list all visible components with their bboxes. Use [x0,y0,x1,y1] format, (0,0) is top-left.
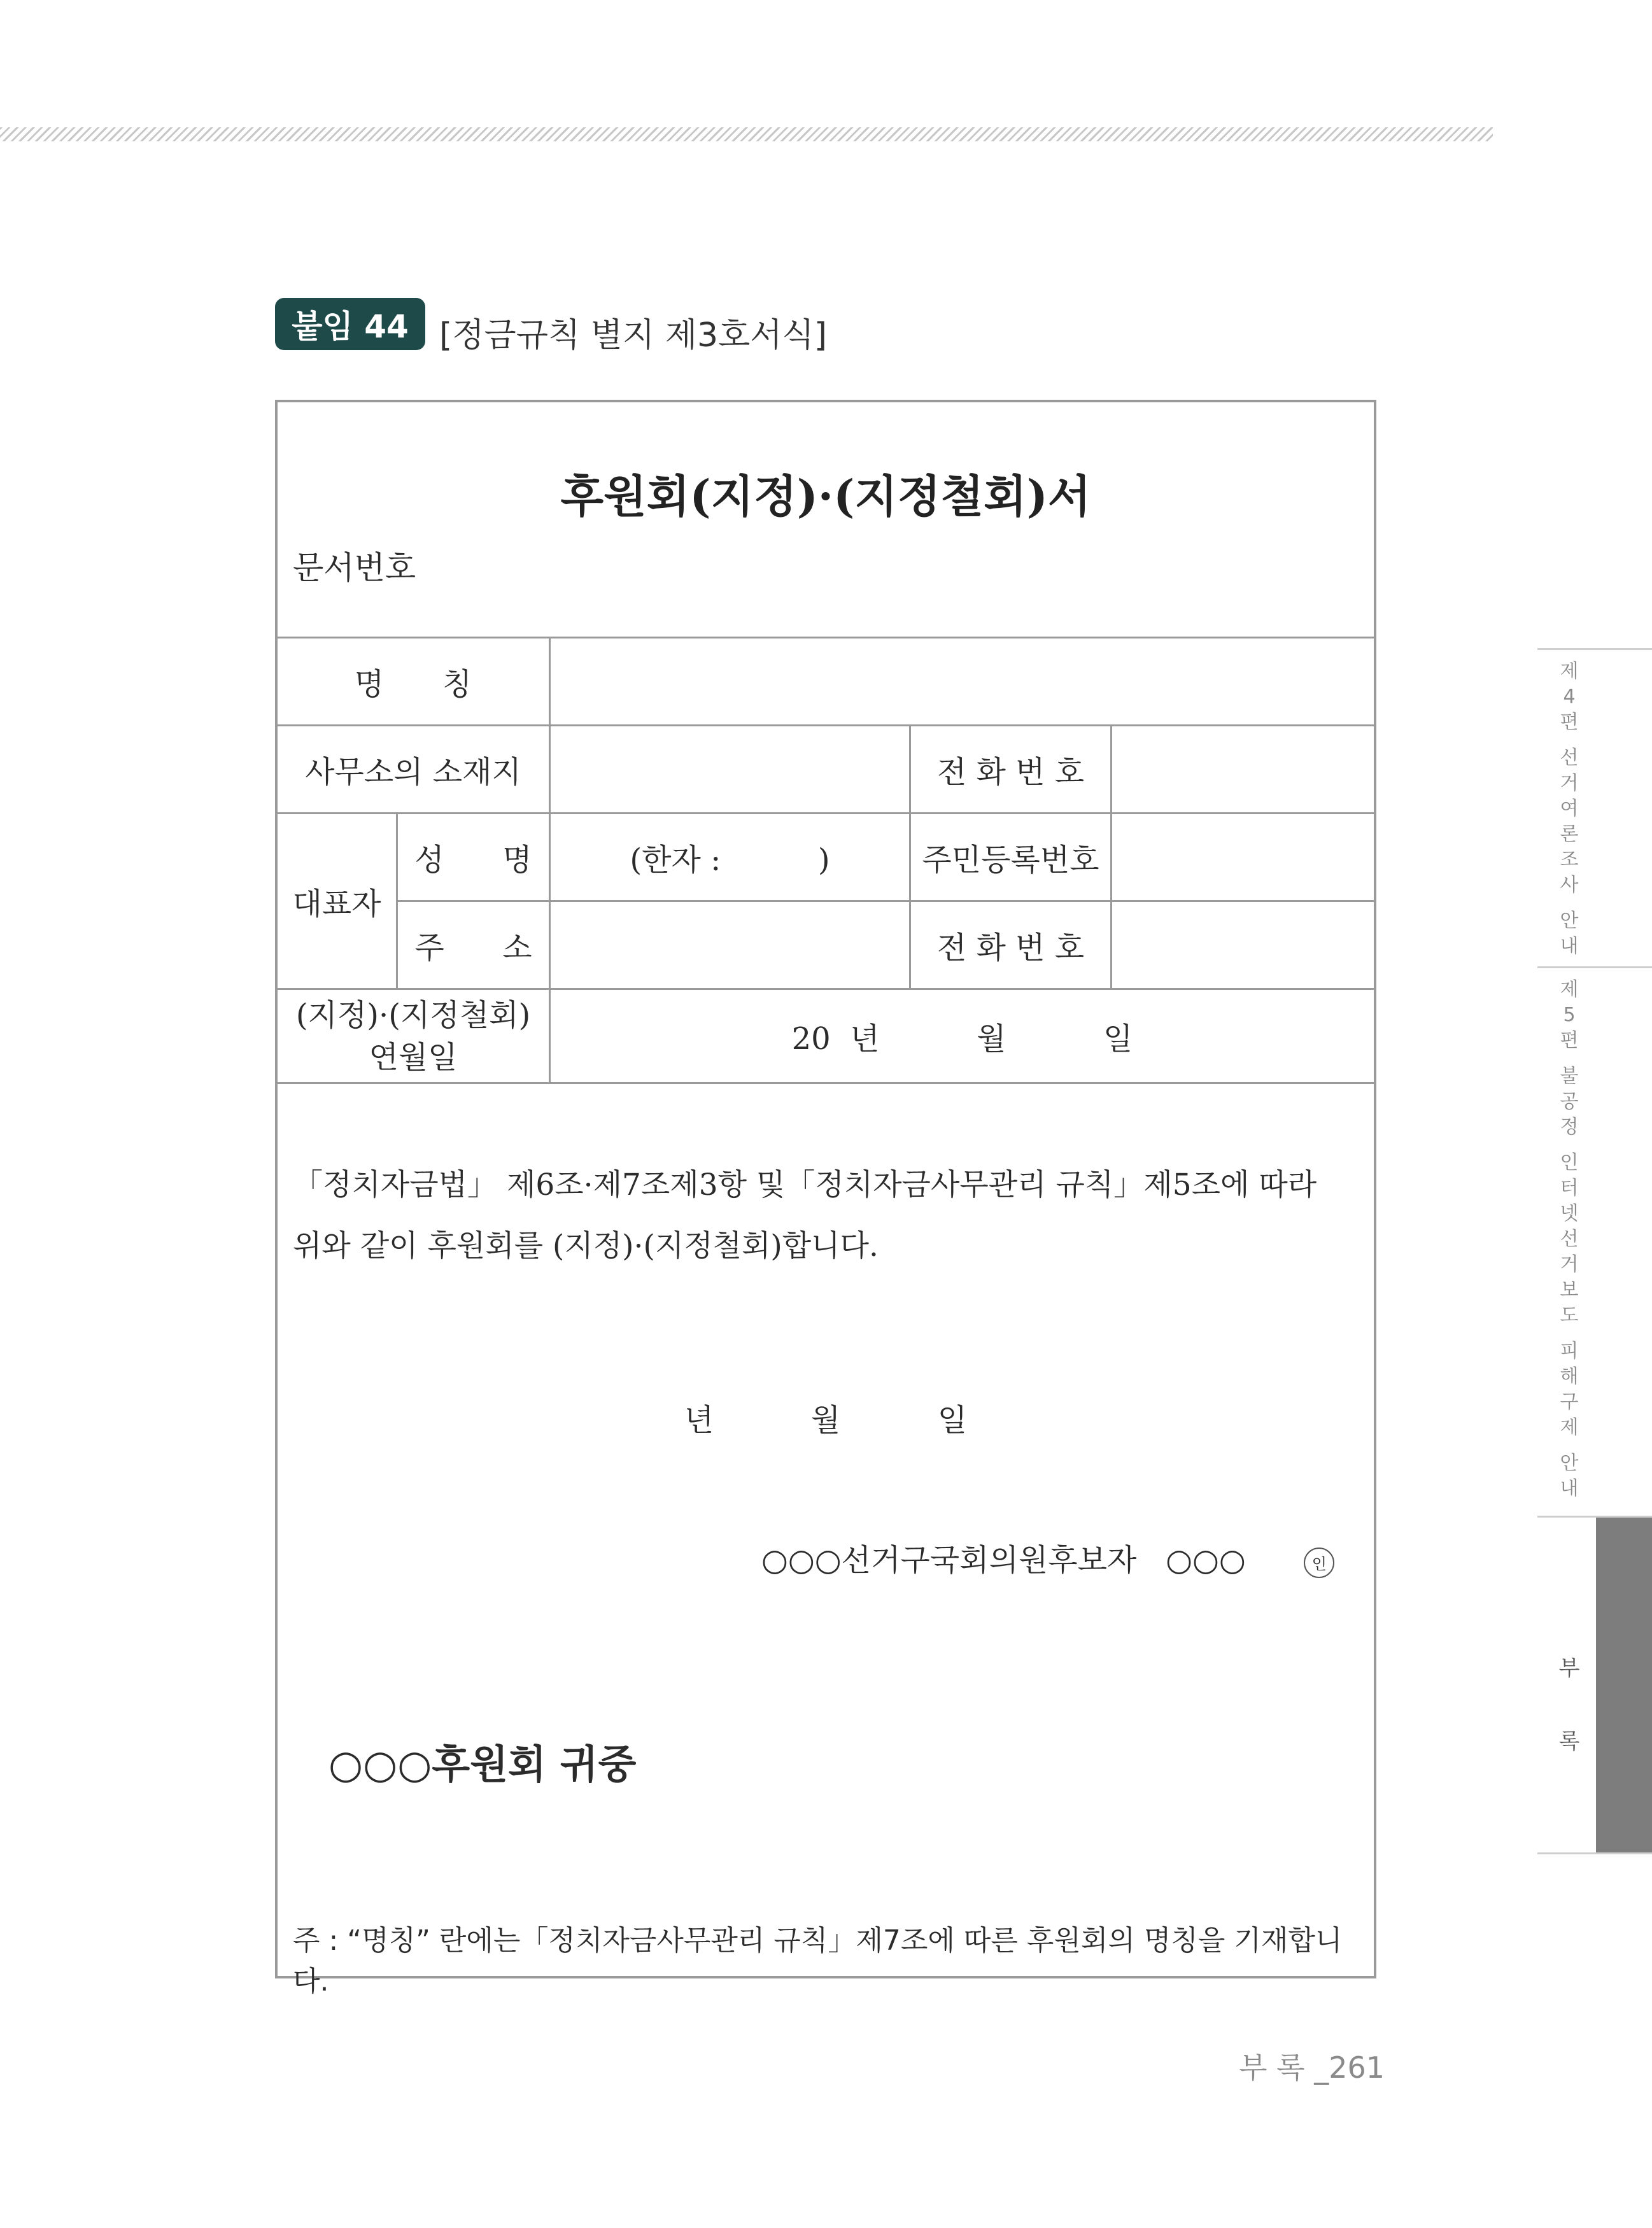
office-address-field[interactable] [551,726,909,812]
date-field[interactable]: 20 년 월 일 [791,1021,1133,1057]
signer-line [761,1535,1360,1579]
representative-label: 대표자 [292,886,381,922]
page-number: 부 록 _261 [1239,2050,1385,2085]
name-field[interactable] [551,638,1374,724]
signer-name: ○○○선거구국회의원후보자 ○○○ [761,1542,1246,1578]
date-label [278,990,549,1082]
rep-name-label: 성 명 [414,842,532,878]
tab-part5-label: 제 5 편 불 공 정 인 터 넷 선 거 보 도 피 해 구 제 안 내 [1560,978,1579,1500]
name-label: 명 칭 [354,666,472,702]
office-phone-label: 전 화 번 호 [936,754,1085,790]
tab-appendix[interactable] [1537,1518,1652,1852]
header-decoration [0,127,1493,141]
tab-part5[interactable] [1537,968,1652,1516]
tab-divider [1537,1852,1652,1854]
rrn-label: 주민등록번호 [922,842,1099,878]
rep-phone-label: 전 화 번 호 [936,930,1085,966]
date-label-line2: 연월일 [369,1039,458,1075]
signing-date: 년 월 일 [684,1402,968,1438]
statement-line-1: 「정치자금법」 제6조·제7조제3항 및「정치자금사무관리 규칙」제5조에 따라 [293,1167,1317,1202]
application-form [275,400,1376,1998]
form-reference: [정금규칙 별지 제3호서식] [439,316,828,355]
office-address-label: 사무소의 소재지 [305,754,521,790]
seal-stamp: 인 [1304,1548,1334,1578]
tab-part4-label: 제 4 편 선 거 여 론 조 사 안 내 [1560,660,1579,957]
table-line [278,1082,1374,1084]
rrn-field[interactable] [1112,814,1374,900]
office-phone-field[interactable] [1112,726,1374,812]
recipient: ○○○후원회 귀중 [328,1741,637,1787]
rep-address-label: 주 소 [414,930,532,966]
rep-name-field[interactable]: (한자 : ) [630,842,830,878]
doc-number-label: 문서번호 [293,549,416,586]
rep-address-field[interactable] [551,902,909,988]
tab-appendix-label: 부 록 [1558,1656,1580,1754]
date-label-line1: (지정)·(지정철회) [295,997,531,1033]
form-title: 후원회(지정)·(지정철회)서 [560,470,1091,523]
rep-phone-field[interactable] [1112,902,1374,988]
attachment-badge: 붙임 44 [275,298,425,350]
tab-part4[interactable] [1537,650,1652,966]
form-note: 주 : “명칭” 란에는「정치자금사무관리 규칙」제7조에 따른 후원회의 명칭을 기재합니다. [293,1924,1343,1998]
statement-line-2: 위와 같이 후원회를 (지정)·(지정철회)합니다. [293,1229,879,1264]
active-tab-marker [1596,1518,1652,1852]
